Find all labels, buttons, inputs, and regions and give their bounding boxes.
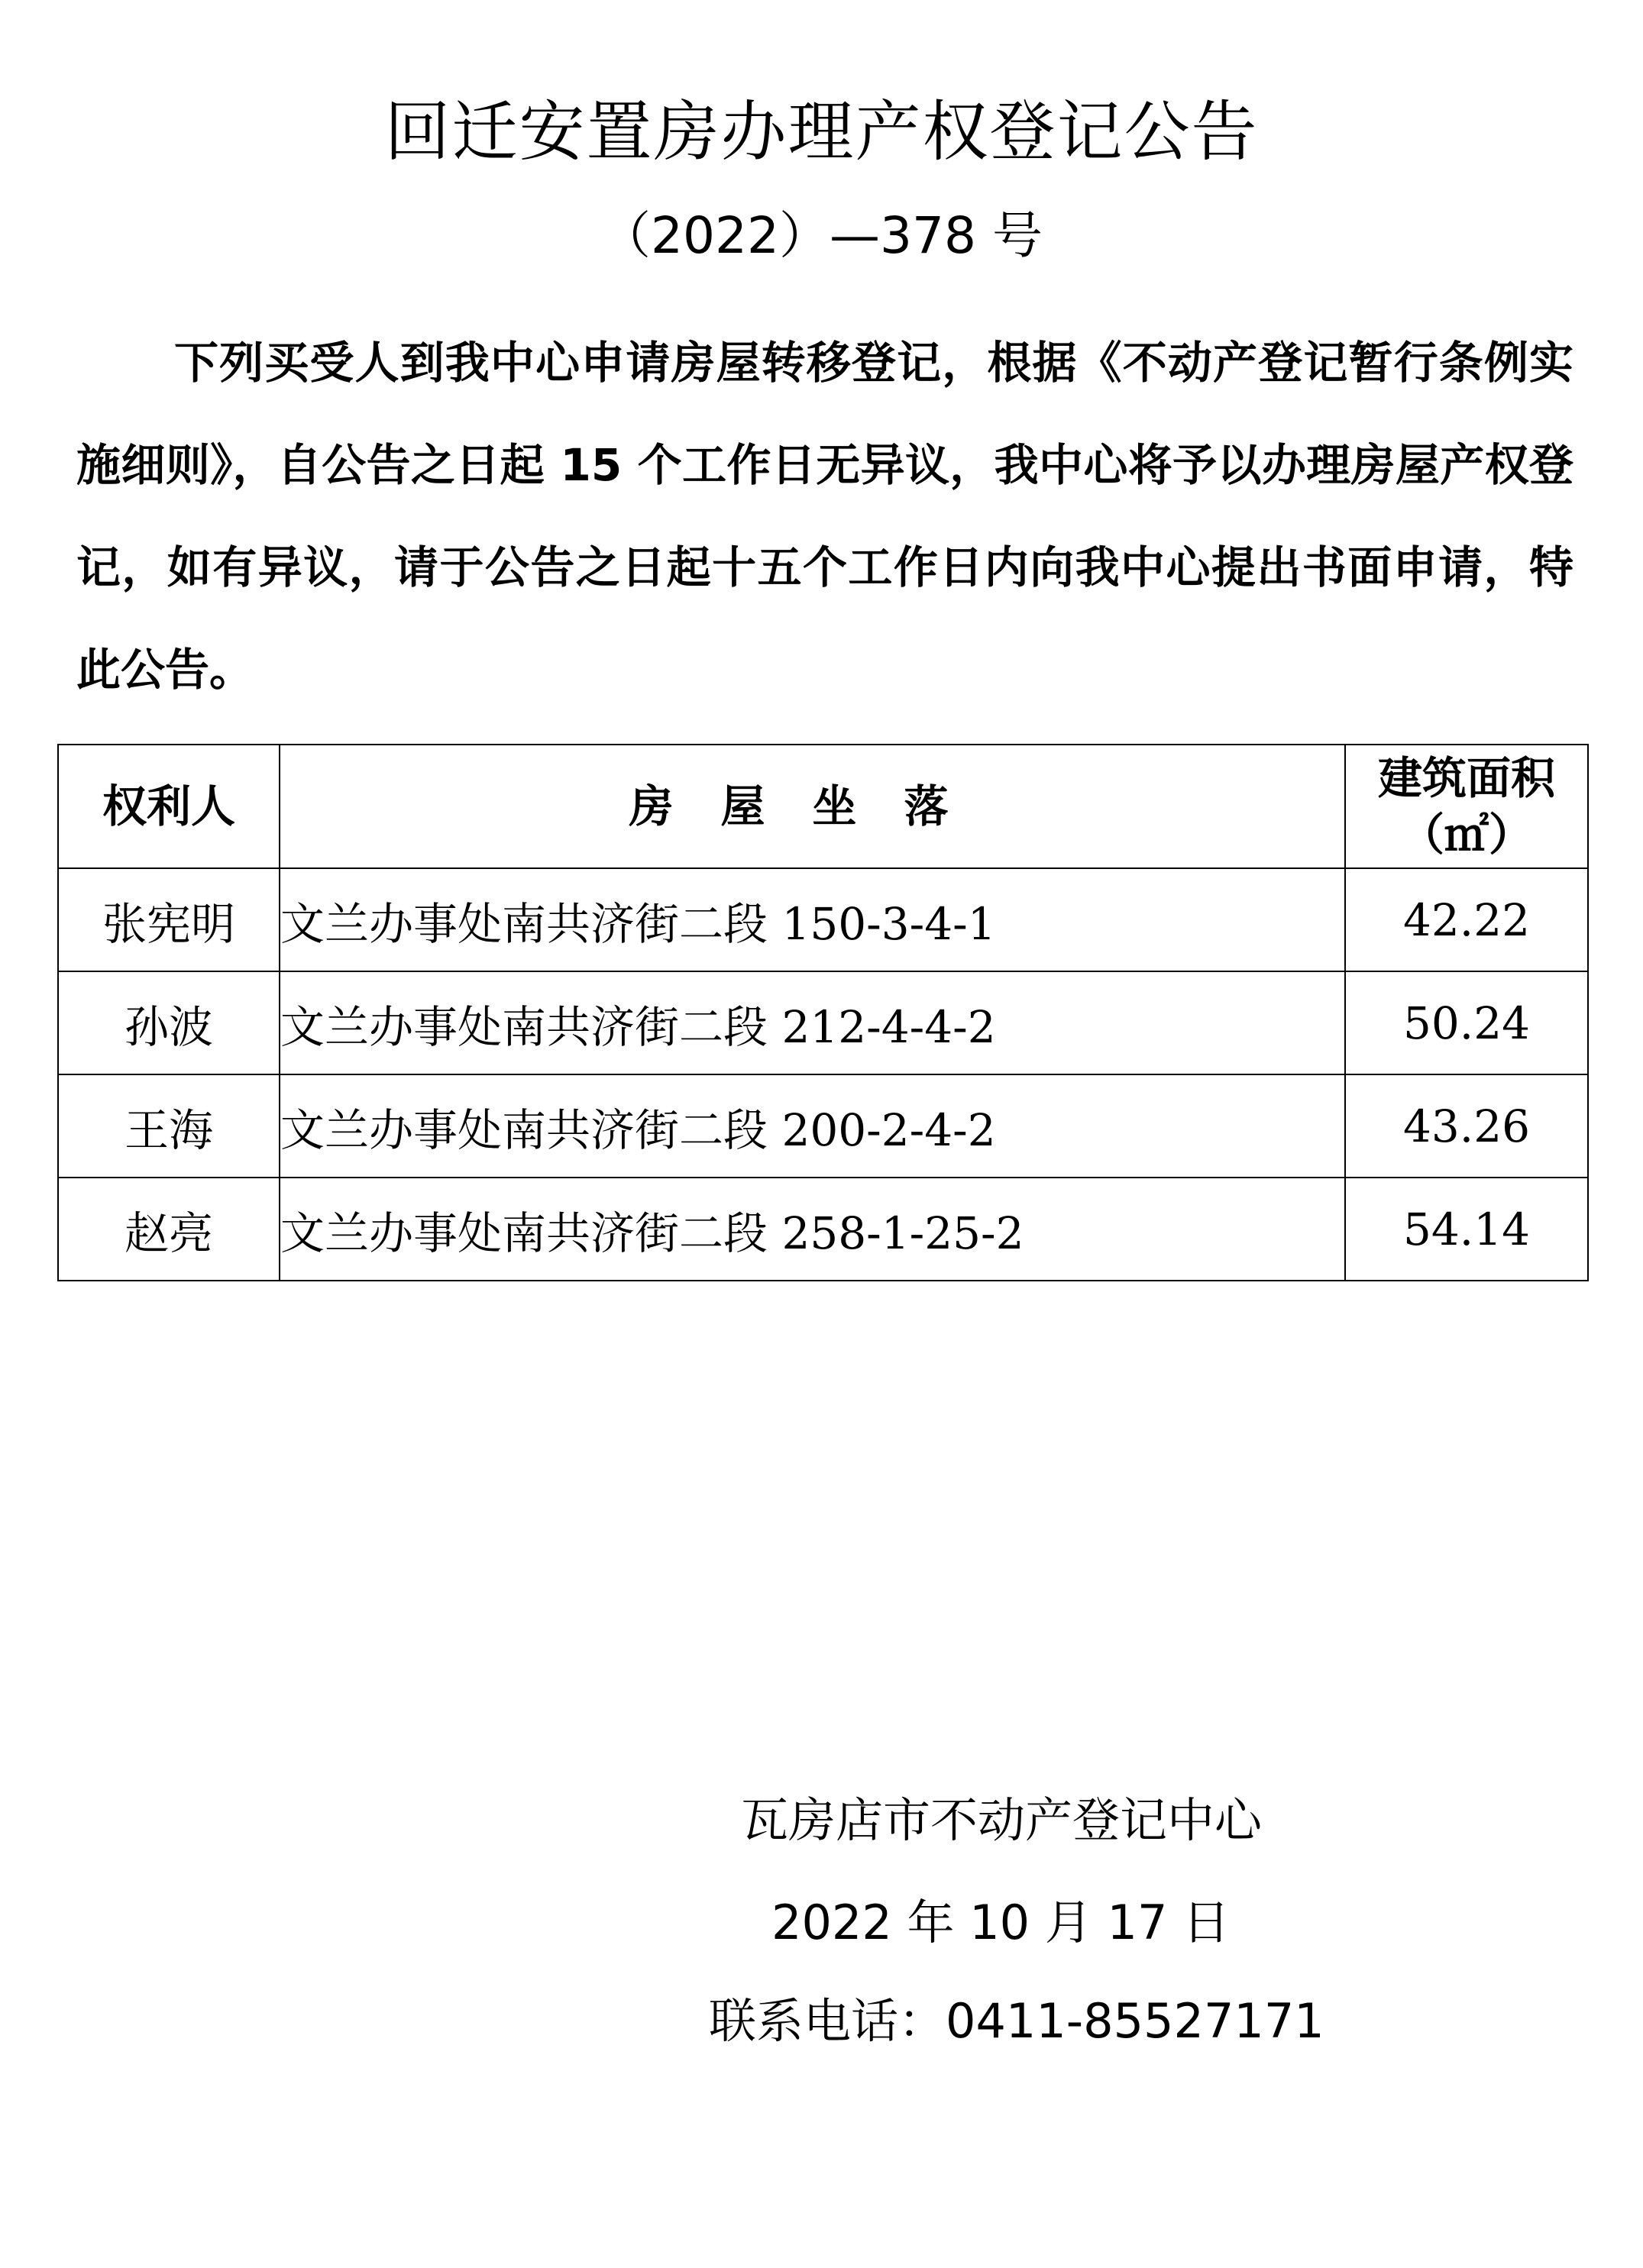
contact-phone: 联系电话：0411-85527171 <box>709 1993 1324 2049</box>
area-cell: 54.14 <box>1345 1178 1588 1281</box>
owner-cell: 赵亮 <box>58 1178 280 1281</box>
address-cell: 文兰办事处南共济街二段 258-1-25-2 <box>280 1178 1345 1281</box>
address-cell: 文兰办事处南共济街二段 212-4-4-2 <box>280 971 1345 1074</box>
issuing-organization: 瓦房店市不动产登记中心 <box>741 1792 1263 1848</box>
header-address: 房屋坐落 <box>280 745 1345 868</box>
header-area: 建筑面积（㎡） <box>1345 745 1588 868</box>
area-cell: 43.26 <box>1345 1074 1588 1178</box>
registration-table <box>57 744 1589 1281</box>
owner-cell: 王海 <box>58 1074 280 1178</box>
address-cell: 文兰办事处南共济街二段 150-3-4-1 <box>280 868 1345 971</box>
header-owner: 权利人 <box>58 745 280 868</box>
table-row <box>58 1074 1588 1178</box>
notice-title: 回迁安置房办理产权登记公告 <box>384 94 1259 170</box>
table-header-row <box>58 745 1588 868</box>
address-cell: 文兰办事处南共济街二段 200-2-4-2 <box>280 1074 1345 1178</box>
area-cell: 42.22 <box>1345 868 1588 971</box>
issue-date: 2022 年 10 月 17 日 <box>771 1895 1231 1950</box>
table-row <box>58 868 1588 971</box>
table-row <box>58 971 1588 1074</box>
owner-cell: 张宪明 <box>58 868 280 971</box>
notice-body: 下列买受人到我中心申请房屋转移登记，根据《不动产登记暂行条例实施细则》，自公告之日起 15 个工作日无异议，我中心将予以办理房屋产权登记，如有异议，请于公告之日起十五个工作日内向我中心提出书面申请，特此公告。 <box>76 337 1573 696</box>
notice-number: （2022）—378 号 <box>600 206 1043 265</box>
owner-cell: 孙波 <box>58 971 280 1074</box>
area-cell: 50.24 <box>1345 971 1588 1074</box>
table-row <box>58 1178 1588 1281</box>
